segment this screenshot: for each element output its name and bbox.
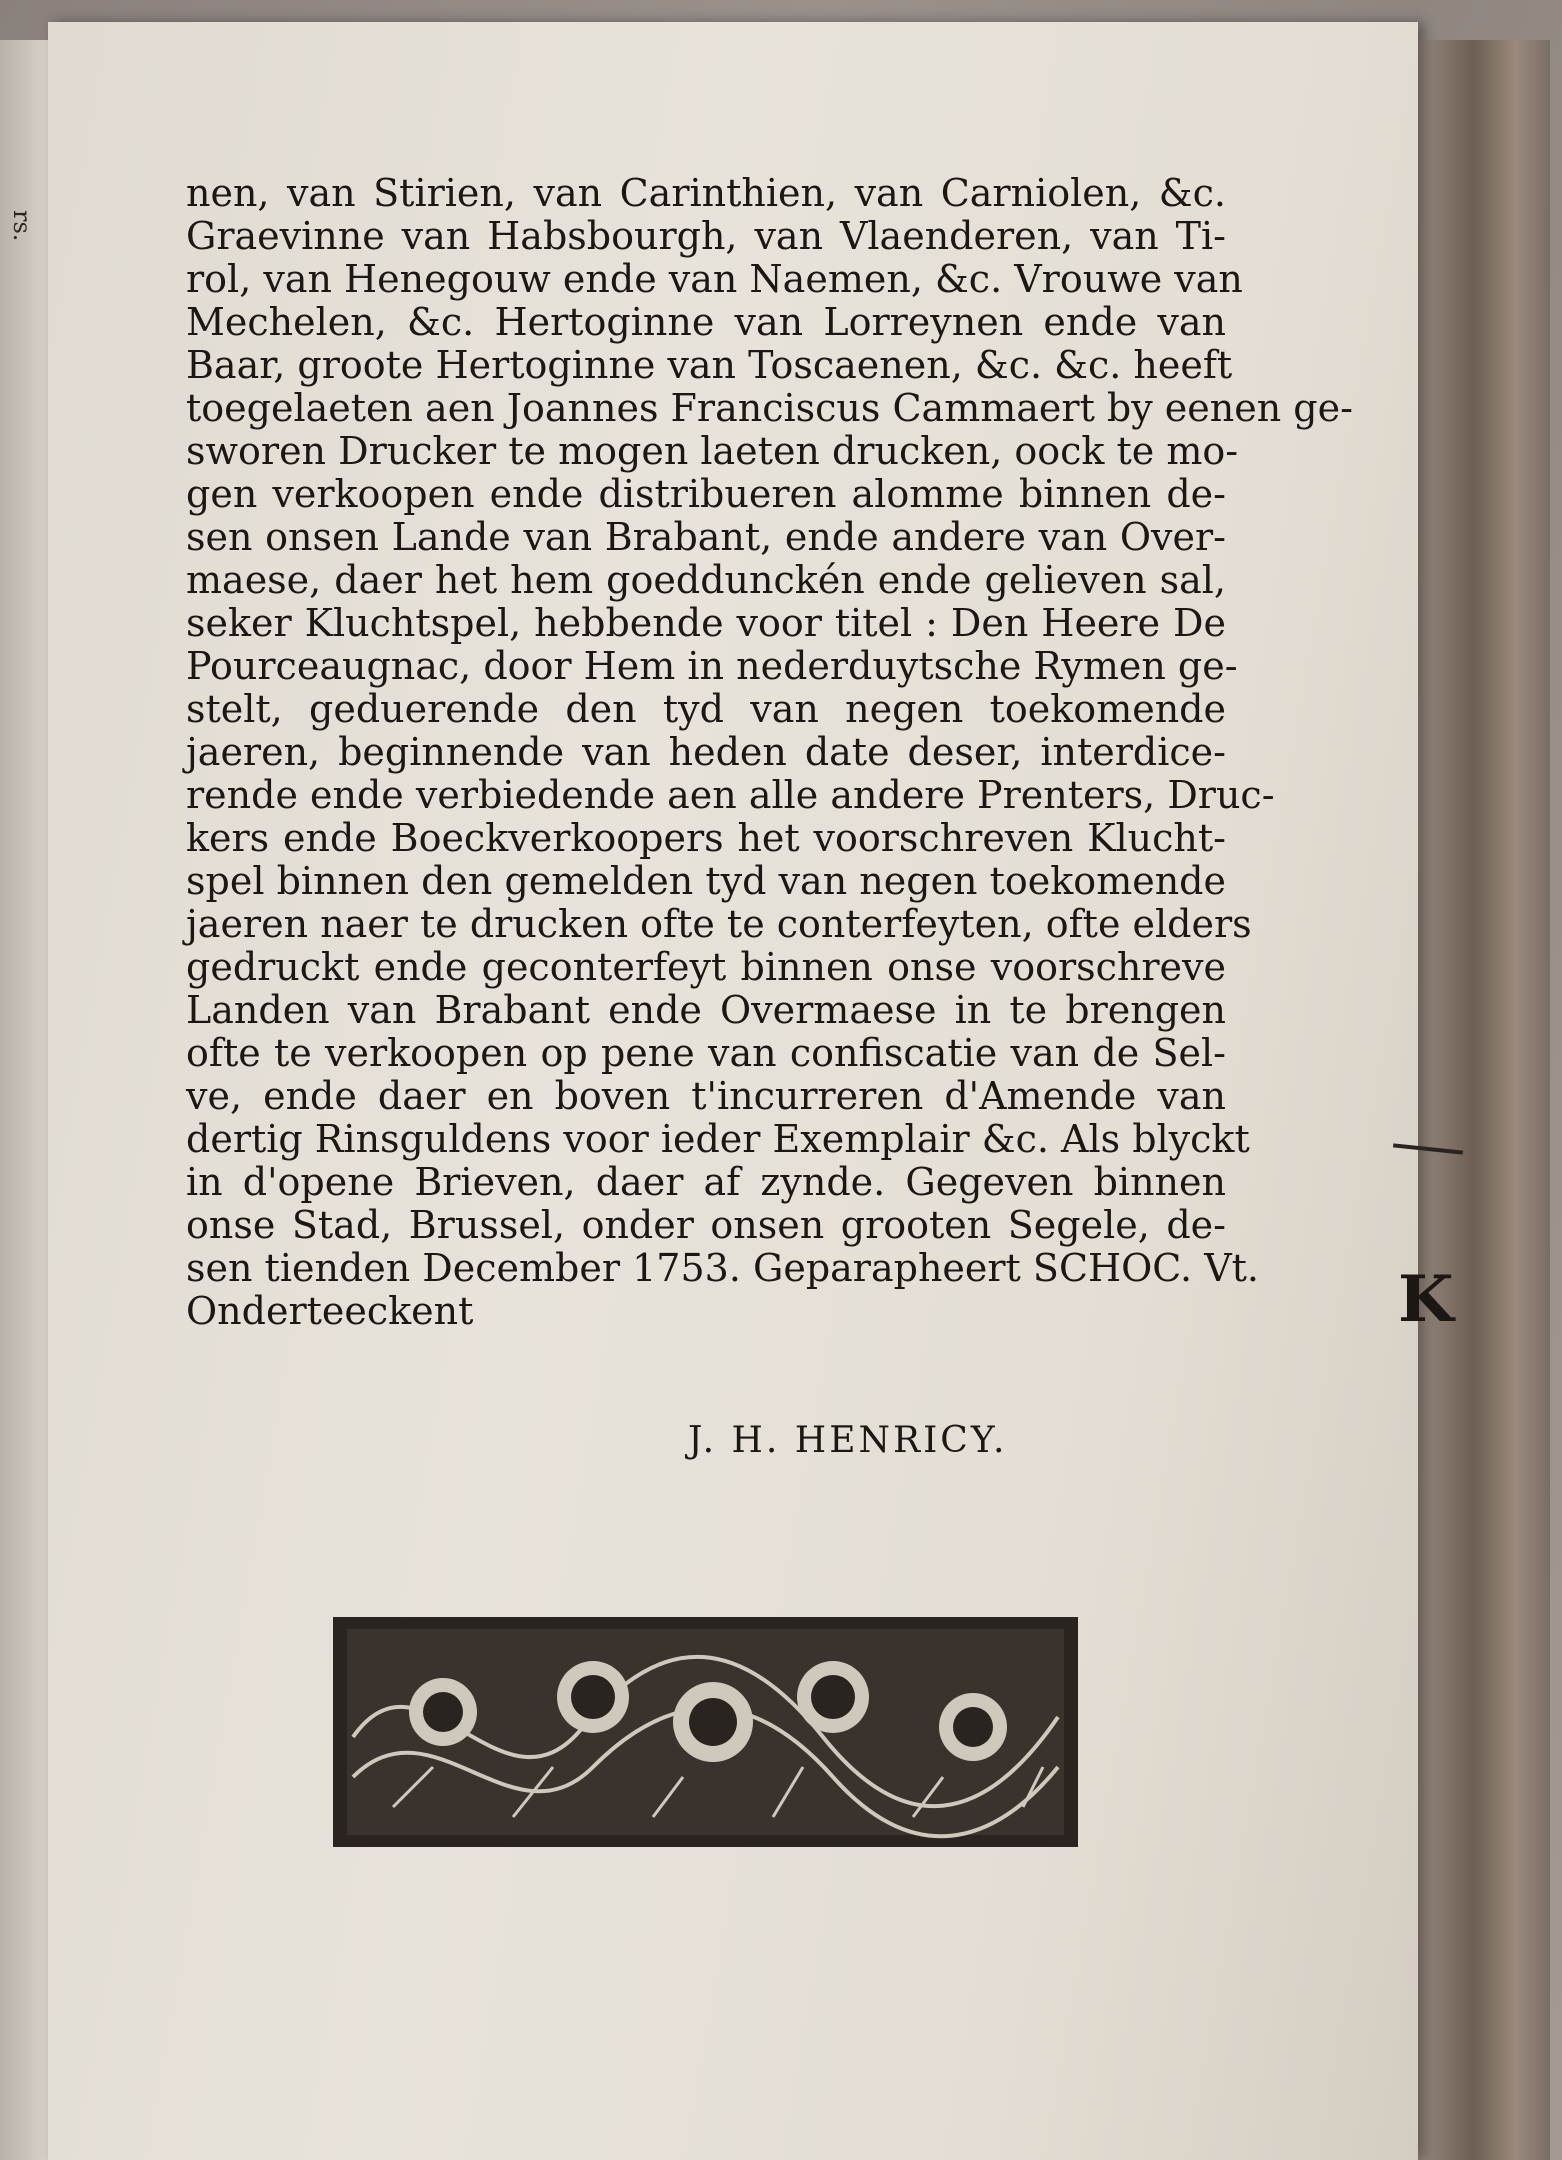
text-line: Mechelen, &c. Hertoginne van Lorreynen ende van bbox=[186, 300, 1226, 344]
left-page-text: rs. bbox=[8, 210, 36, 242]
text-line: gedruckt ende geconterfeyt binnen onse voorschreve bbox=[186, 945, 1226, 989]
gathering-signature: K bbox=[1398, 1262, 1454, 1337]
floral-woodcut-ornament bbox=[333, 1617, 1078, 1847]
text-line: Pourceaugnac, door Hem in nederduytsche Rymen ge- bbox=[186, 644, 1238, 688]
text-line: spel binnen den gemelden tyd van negen toekomende bbox=[186, 859, 1226, 903]
text-line: gen verkoopen ende distribueren alomme binnen de- bbox=[186, 472, 1226, 516]
text-line: Landen van Brabant ende Overmaese in te brengen bbox=[186, 988, 1226, 1032]
text-line: sen tienden December 1753. Geparapheert SCHOC. Vt. bbox=[186, 1246, 1259, 1290]
signature: J. H. HENRICY. bbox=[688, 1420, 1008, 1461]
text-line: ve, ende daer en boven t'incurreren d'Amende van bbox=[186, 1074, 1226, 1118]
text-line: Onderteeckent bbox=[186, 1289, 474, 1333]
text-line: seker Kluchtspel, hebbende voor titel : Den Heere De bbox=[186, 601, 1226, 645]
text-line: onse Stad, Brussel, onder onsen grooten Segele, de- bbox=[186, 1203, 1226, 1247]
text-line: rol, van Henegouw ende van Naemen, &c. Vrouwe van bbox=[186, 257, 1243, 301]
text-line: maese, daer het hem goeddunckén ende gelieven sal, bbox=[186, 558, 1226, 602]
text-line: toegelaeten aen Joannes Franciscus Cammaert by eenen ge- bbox=[186, 386, 1353, 430]
text-line: Baar, groote Hertoginne van Toscaenen, &c. &c. heeft bbox=[186, 343, 1233, 387]
text-line: stelt, geduerende den tyd van negen toekomende bbox=[186, 687, 1226, 731]
text-line: jaeren naer te drucken ofte te conterfeyten, ofte elders bbox=[186, 902, 1252, 946]
text-line: sen onsen Lande van Brabant, ende andere van Over- bbox=[186, 515, 1226, 559]
text-line: rende ende verbiedende aen alle andere Prenters, Druc- bbox=[186, 773, 1275, 817]
text-line: ofte te verkoopen op pene van confiscatie van de Sel- bbox=[186, 1031, 1226, 1075]
book-page bbox=[48, 22, 1454, 2160]
text-line: nen, van Stirien, van Carinthien, van Carniolen, &c. bbox=[186, 171, 1226, 215]
text-line: Graevinne van Habsbourgh, van Vlaenderen, van Ti- bbox=[186, 214, 1226, 258]
text-line: in d'opene Brieven, daer af zynde. Gegeven binnen bbox=[186, 1160, 1226, 1204]
text-line: dertig Rinsguldens voor ieder Exemplair &c. Als blyckt bbox=[186, 1117, 1250, 1161]
text-line: sworen Drucker te mogen laeten drucken, oock te mo- bbox=[186, 429, 1239, 473]
text-line: jaeren, beginnende van heden date deser, interdice- bbox=[186, 730, 1226, 774]
text-line: kers ende Boeckverkoopers het voorschreven Klucht- bbox=[186, 816, 1226, 860]
privilege-text bbox=[186, 171, 1353, 1333]
